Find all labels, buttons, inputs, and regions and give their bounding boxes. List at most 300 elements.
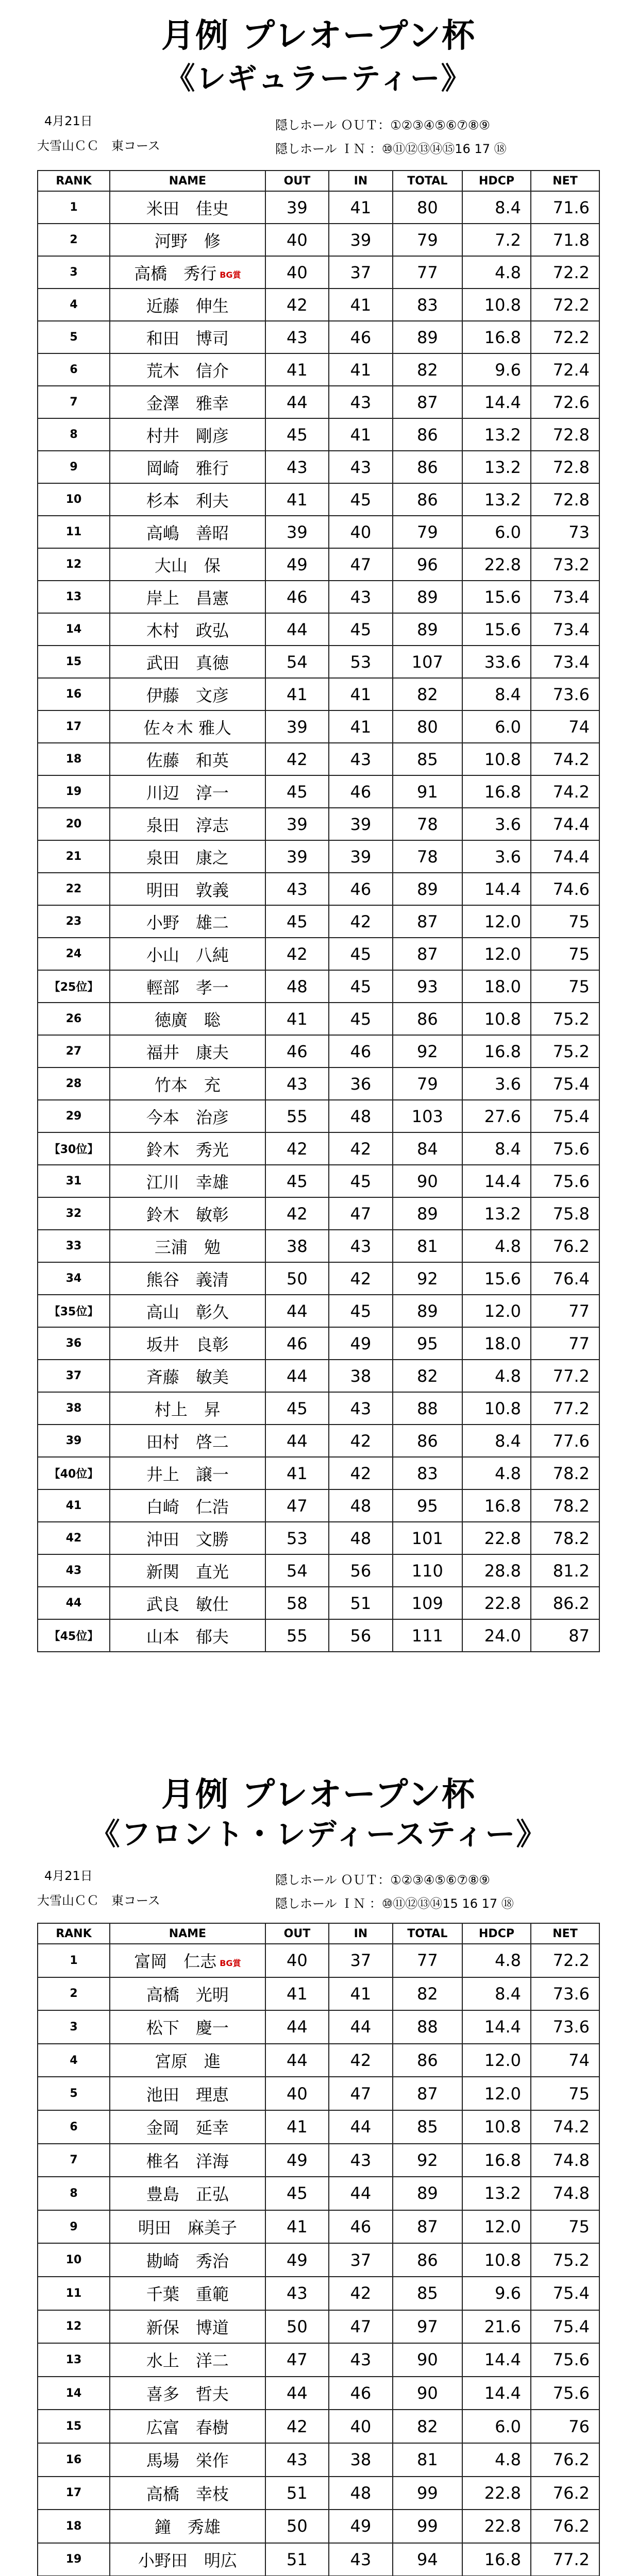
in-score-text: 43	[350, 457, 372, 477]
rank-text: 16	[65, 688, 82, 701]
name-text: 福井 康夫	[146, 1042, 229, 1062]
out-header: OUT	[265, 171, 329, 191]
in-score-text: 47	[350, 554, 372, 574]
net-score-text: 72.8	[552, 457, 590, 477]
total-score-cell	[393, 2144, 462, 2177]
name-text: 熊谷 義清	[146, 1269, 229, 1290]
net-score-cell	[531, 2210, 599, 2244]
total-score-cell	[393, 1522, 462, 1554]
results-table	[37, 1923, 600, 2576]
total-score-cell	[393, 905, 462, 938]
hdcp-text: 13.2	[484, 457, 521, 477]
net-score-cell	[531, 1327, 599, 1360]
name-cell	[110, 678, 265, 710]
net-score-cell	[531, 2410, 599, 2443]
total-score-text: 85	[416, 2117, 438, 2137]
out-score-text: 42	[287, 1139, 308, 1159]
in-score-text: 53	[350, 652, 372, 672]
hdcp-cell	[462, 289, 531, 321]
in-score-cell	[329, 1619, 392, 1652]
rank-cell	[38, 613, 110, 646]
rank-cell	[38, 905, 110, 938]
name-text: 松下 慶一	[146, 2018, 229, 2038]
out-score-text: 42	[287, 1204, 308, 1224]
name-text: 和田 博司	[146, 328, 229, 348]
rank-cell	[38, 678, 110, 710]
name-text: 沖田 文勝	[146, 1529, 229, 1549]
out-score-cell	[265, 353, 329, 386]
hdcp-cell	[462, 970, 531, 1003]
in-score-text: 40	[350, 522, 372, 542]
rank-text: 5	[70, 331, 78, 344]
name-text: 小山 八純	[146, 945, 229, 965]
hdcp-text: 8.4	[495, 1139, 521, 1159]
hdcp-cell	[462, 516, 531, 548]
total-score-cell	[393, 581, 462, 613]
rank-text: 8	[70, 428, 78, 441]
hdcp-text: 10.8	[484, 749, 521, 769]
in-score-text: 43	[350, 1236, 372, 1256]
hdcp-cell	[462, 808, 531, 840]
total-score-text: 77	[416, 1951, 438, 1971]
in-score-cell	[329, 1522, 392, 1554]
in-score-cell	[329, 224, 392, 256]
name-header: NAME	[110, 1923, 265, 1944]
hdcp-cell	[462, 386, 531, 418]
rank-text: 9	[70, 461, 78, 473]
rank-text: 28	[65, 1077, 82, 1090]
net-score-text: 73	[568, 522, 590, 542]
net-score-cell	[531, 1067, 599, 1100]
hdcp-text: 8.4	[495, 1431, 521, 1451]
net-score-cell	[531, 2543, 599, 2576]
table-header-row	[38, 171, 599, 191]
hdcp-cell	[462, 678, 531, 710]
hdcp-text: 12.0	[484, 2217, 521, 2237]
hdcp-cell	[462, 1619, 531, 1652]
out-score-text: 51	[287, 2549, 308, 2569]
in-score-text: 45	[350, 489, 372, 510]
rank-cell	[38, 1262, 110, 1295]
rank-text: 1	[70, 1954, 78, 1967]
total-score-text: 93	[416, 976, 438, 996]
in-score-cell	[329, 1554, 392, 1587]
total-score-text: 87	[416, 392, 438, 412]
total-score-text: 87	[416, 944, 438, 964]
total-score-cell	[393, 743, 462, 775]
total-score-cell	[393, 2010, 462, 2044]
in-score-text: 40	[350, 2416, 372, 2436]
rank-cell	[38, 710, 110, 743]
name-cell	[110, 1100, 265, 1132]
rank-cell	[38, 1360, 110, 1392]
out-score-cell	[265, 321, 329, 353]
name-text: 泉田 康之	[146, 848, 229, 868]
in-score-cell	[329, 2177, 392, 2210]
in-score-text: 43	[350, 587, 372, 607]
in-score-cell	[329, 2410, 392, 2443]
total-score-text: 80	[416, 197, 438, 217]
total-score-cell	[393, 256, 462, 289]
table-row	[38, 646, 599, 678]
name-cell	[110, 970, 265, 1003]
rank-text: 26	[65, 1012, 82, 1025]
hdcp-cell	[462, 2477, 531, 2510]
in-score-cell	[329, 1392, 392, 1425]
in-score-cell	[329, 2443, 392, 2477]
in-score-cell	[329, 386, 392, 418]
total-score-text: 79	[416, 1074, 438, 1094]
total-score-cell	[393, 1587, 462, 1619]
hdcp-cell	[462, 1425, 531, 1457]
out-score-text: 45	[287, 782, 308, 802]
net-score-cell	[531, 2144, 599, 2177]
total-score-cell	[393, 2177, 462, 2210]
total-score-cell	[393, 840, 462, 873]
name-cell	[110, 840, 265, 873]
net-header: NET	[531, 171, 599, 191]
hdcp-text: 15.6	[484, 1268, 521, 1289]
total-score-cell	[393, 353, 462, 386]
total-score-cell	[393, 710, 462, 743]
out-score-cell	[265, 516, 329, 548]
out-score-text: 39	[287, 814, 308, 834]
rank-text: 23	[65, 915, 82, 928]
out-score-text: 54	[287, 652, 308, 672]
rank-text: 24	[65, 947, 82, 960]
out-score-cell	[265, 1619, 329, 1652]
in-score-text: 56	[350, 1561, 372, 1581]
table-row	[38, 970, 599, 1003]
rank-text: 12	[65, 2320, 82, 2333]
total-score-cell	[393, 1554, 462, 1587]
table-row	[38, 710, 599, 743]
rank-text: 6	[70, 2120, 78, 2133]
total-score-text: 82	[416, 2416, 438, 2436]
hidden-holes	[275, 113, 507, 161]
rank-cell	[38, 646, 110, 678]
hdcp-text: 15.6	[484, 587, 521, 607]
out-score-cell	[265, 1489, 329, 1522]
total-score-text: 81	[416, 1236, 438, 1256]
in-score-cell	[329, 1977, 392, 2011]
name-text: 杉本 利夫	[146, 490, 229, 511]
total-score-text: 80	[416, 717, 438, 737]
out-score-cell	[265, 1003, 329, 1035]
in-score-text: 45	[350, 944, 372, 964]
out-score-text: 44	[287, 2050, 308, 2071]
name-cell	[110, 1003, 265, 1035]
hdcp-cell	[462, 1554, 531, 1587]
rank-text: 18	[65, 753, 82, 766]
hdcp-text: 10.8	[484, 295, 521, 315]
table-row	[38, 353, 599, 386]
table-row	[38, 743, 599, 775]
total-score-text: 89	[416, 1204, 438, 1224]
hdcp-cell	[462, 1230, 531, 1262]
rank-cell	[38, 1197, 110, 1230]
net-score-text: 78.2	[552, 1496, 590, 1516]
rank-cell	[38, 191, 110, 224]
total-score-text: 99	[416, 2483, 438, 2503]
rank-cell	[38, 386, 110, 418]
name-cell	[110, 2310, 265, 2344]
net-score-cell	[531, 581, 599, 613]
net-score-cell	[531, 2077, 599, 2110]
table-row	[38, 808, 599, 840]
in-score-text: 46	[350, 1041, 372, 1061]
in-score-cell	[329, 970, 392, 1003]
hdcp-cell	[462, 743, 531, 775]
name-text: 金岡 延幸	[146, 2118, 229, 2138]
rank-text: 18	[65, 2519, 82, 2533]
rank-cell	[38, 256, 110, 289]
out-score-cell	[265, 1977, 329, 2011]
name-cell	[110, 938, 265, 970]
out-score-text: 46	[287, 587, 308, 607]
total-score-text: 97	[416, 2316, 438, 2336]
table-row	[38, 873, 599, 905]
out-score-cell	[265, 873, 329, 905]
total-score-cell	[393, 548, 462, 581]
total-score-text: 79	[416, 230, 438, 250]
name-cell	[110, 1132, 265, 1165]
total-score-cell	[393, 646, 462, 678]
rank-cell	[38, 808, 110, 840]
table-row	[38, 1392, 599, 1425]
front-ladies-tee-section	[0, 1710, 637, 2576]
total-score-text: 81	[416, 2450, 438, 2470]
rank-cell	[38, 743, 110, 775]
net-score-cell	[531, 646, 599, 678]
hdcp-cell	[462, 840, 531, 873]
name-cell	[110, 1035, 265, 1067]
rank-cell	[38, 1587, 110, 1619]
section-title-line2: 《フロント・レディースティー》	[90, 1817, 547, 1852]
in-score-text: 37	[350, 1951, 372, 1971]
net-score-cell	[531, 1587, 599, 1619]
net-score-cell	[531, 418, 599, 451]
hidden-holes-out: 隠しホール ＯＵＴ：①②③④⑤⑥⑦⑧⑨	[275, 118, 490, 132]
in-score-cell	[329, 2110, 392, 2144]
table-row	[38, 1132, 599, 1165]
net-score-cell	[531, 2243, 599, 2277]
rank-cell	[38, 2277, 110, 2310]
out-score-text: 55	[287, 1106, 308, 1126]
out-score-text: 43	[287, 2283, 308, 2303]
name-cell	[110, 1587, 265, 1619]
name-cell	[110, 516, 265, 548]
out-score-text: 55	[287, 1625, 308, 1646]
rank-cell	[38, 873, 110, 905]
in-score-cell	[329, 1230, 392, 1262]
table-row	[38, 2110, 599, 2144]
hdcp-text: 7.2	[495, 230, 521, 250]
in-score-cell	[329, 418, 392, 451]
total-score-cell	[393, 938, 462, 970]
name-cell	[110, 710, 265, 743]
net-score-cell	[531, 678, 599, 710]
in-header: IN	[329, 171, 392, 191]
total-score-cell	[393, 2343, 462, 2377]
rank-text: 33	[65, 1240, 82, 1252]
out-score-cell	[265, 2044, 329, 2077]
total-score-text: 89	[416, 2183, 438, 2204]
total-score-text: 82	[416, 1366, 438, 1386]
award-tag: BG賞	[220, 270, 241, 280]
out-score-text: 41	[287, 684, 308, 704]
hdcp-text: 16.8	[484, 1496, 521, 1516]
name-cell	[110, 191, 265, 224]
name-cell	[110, 2343, 265, 2377]
name-cell	[110, 483, 265, 516]
in-score-text: 43	[350, 2350, 372, 2370]
rank-cell	[38, 1392, 110, 1425]
hdcp-cell	[462, 224, 531, 256]
net-score-text: 75.4	[552, 1106, 590, 1126]
name-cell	[110, 2177, 265, 2210]
total-score-text: 85	[416, 749, 438, 769]
in-score-text: 46	[350, 879, 372, 899]
total-score-text: 107	[411, 652, 443, 672]
rank-cell	[38, 1619, 110, 1652]
table-row	[38, 483, 599, 516]
in-score-text: 43	[350, 2549, 372, 2569]
out-score-cell	[265, 1165, 329, 1197]
table-row	[38, 1262, 599, 1295]
total-score-cell	[393, 1100, 462, 1132]
round-info	[37, 1867, 600, 1924]
out-score-cell	[265, 1554, 329, 1587]
net-score-text: 75	[568, 2083, 590, 2104]
total-score-text: 86	[416, 489, 438, 510]
net-score-cell	[531, 2377, 599, 2410]
table-row	[38, 2210, 599, 2244]
rank-text: 32	[65, 1207, 82, 1220]
hdcp-cell	[462, 905, 531, 938]
total-score-text: 89	[416, 879, 438, 899]
total-score-text: 109	[411, 1593, 443, 1613]
net-score-text: 75.8	[552, 1204, 590, 1224]
out-score-text: 49	[287, 2150, 308, 2170]
net-score-text: 73.6	[552, 1984, 590, 2004]
hdcp-cell	[462, 1327, 531, 1360]
net-score-text: 72.4	[552, 360, 590, 380]
in-score-cell	[329, 1944, 392, 1977]
hdcp-cell	[462, 451, 531, 483]
net-score-text: 74	[568, 2050, 590, 2071]
total-score-cell	[393, 289, 462, 321]
table-row	[38, 1035, 599, 1067]
total-score-cell	[393, 2110, 462, 2144]
out-score-text: 39	[287, 522, 308, 542]
net-score-text: 73.4	[552, 619, 590, 639]
rank-text: 22	[65, 883, 82, 895]
net-score-text: 75.2	[552, 2250, 590, 2270]
out-score-cell	[265, 1360, 329, 1392]
total-score-cell	[393, 2077, 462, 2110]
total-score-text: 92	[416, 2150, 438, 2170]
rank-header: RANK	[38, 1923, 110, 1944]
hdcp-cell	[462, 2144, 531, 2177]
hdcp-text: 3.6	[495, 1074, 521, 1094]
name-cell	[110, 1522, 265, 1554]
name-text: 馬場 栄作	[146, 2451, 229, 2471]
total-score-text: 78	[416, 814, 438, 834]
in-score-cell	[329, 873, 392, 905]
table-row	[38, 581, 599, 613]
hdcp-text: 14.4	[484, 2350, 521, 2370]
rank-cell	[38, 224, 110, 256]
rank-cell	[38, 2377, 110, 2410]
net-score-cell	[531, 2310, 599, 2344]
net-score-cell	[531, 1457, 599, 1489]
in-score-text: 42	[350, 1139, 372, 1159]
name-cell	[110, 1327, 265, 1360]
net-score-cell	[531, 1619, 599, 1652]
rank-text: 13	[65, 590, 82, 603]
net-score-cell	[531, 1554, 599, 1587]
out-score-text: 41	[287, 1009, 308, 1029]
total-score-text: 95	[416, 1333, 438, 1353]
hdcp-text: 10.8	[484, 2250, 521, 2270]
total-score-cell	[393, 1327, 462, 1360]
net-score-text: 73.2	[552, 554, 590, 574]
name-text: 明田 麻美子	[138, 2218, 237, 2238]
name-text: 岡崎 雅行	[146, 458, 229, 478]
name-text: 広富 春樹	[146, 2417, 229, 2437]
out-score-text: 45	[287, 425, 308, 445]
hdcp-cell	[462, 2543, 531, 2576]
hdcp-cell	[462, 321, 531, 353]
out-score-text: 41	[287, 360, 308, 380]
out-score-cell	[265, 2377, 329, 2410]
hdcp-text: 12.0	[484, 2050, 521, 2071]
hdcp-cell	[462, 873, 531, 905]
rank-cell	[38, 1522, 110, 1554]
hdcp-text: 12.0	[484, 911, 521, 931]
name-cell	[110, 2243, 265, 2277]
out-score-cell	[265, 548, 329, 581]
table-row	[38, 2510, 599, 2543]
total-score-text: 89	[416, 619, 438, 639]
total-score-text: 86	[416, 1009, 438, 1029]
out-score-cell	[265, 2343, 329, 2377]
hdcp-text: 16.8	[484, 2549, 521, 2569]
hdcp-text: 22.8	[484, 2516, 521, 2536]
hdcp-cell	[462, 2077, 531, 2110]
name-cell	[110, 1360, 265, 1392]
in-score-cell	[329, 775, 392, 808]
table-row	[38, 1165, 599, 1197]
hdcp-cell	[462, 2243, 531, 2277]
rank-cell	[38, 2144, 110, 2177]
in-score-text: 37	[350, 262, 372, 282]
table-row	[38, 2310, 599, 2344]
name-text: 米田 佳史	[146, 198, 229, 218]
net-score-text: 75	[568, 976, 590, 996]
net-score-text: 72.8	[552, 425, 590, 445]
total-score-cell	[393, 1132, 462, 1165]
in-score-cell	[329, 1262, 392, 1295]
hdcp-cell	[462, 613, 531, 646]
in-score-cell	[329, 2044, 392, 2077]
in-score-text: 43	[350, 392, 372, 412]
out-score-text: 54	[287, 1561, 308, 1581]
in-score-cell	[329, 2144, 392, 2177]
rank-cell	[38, 451, 110, 483]
net-score-cell	[531, 2477, 599, 2510]
